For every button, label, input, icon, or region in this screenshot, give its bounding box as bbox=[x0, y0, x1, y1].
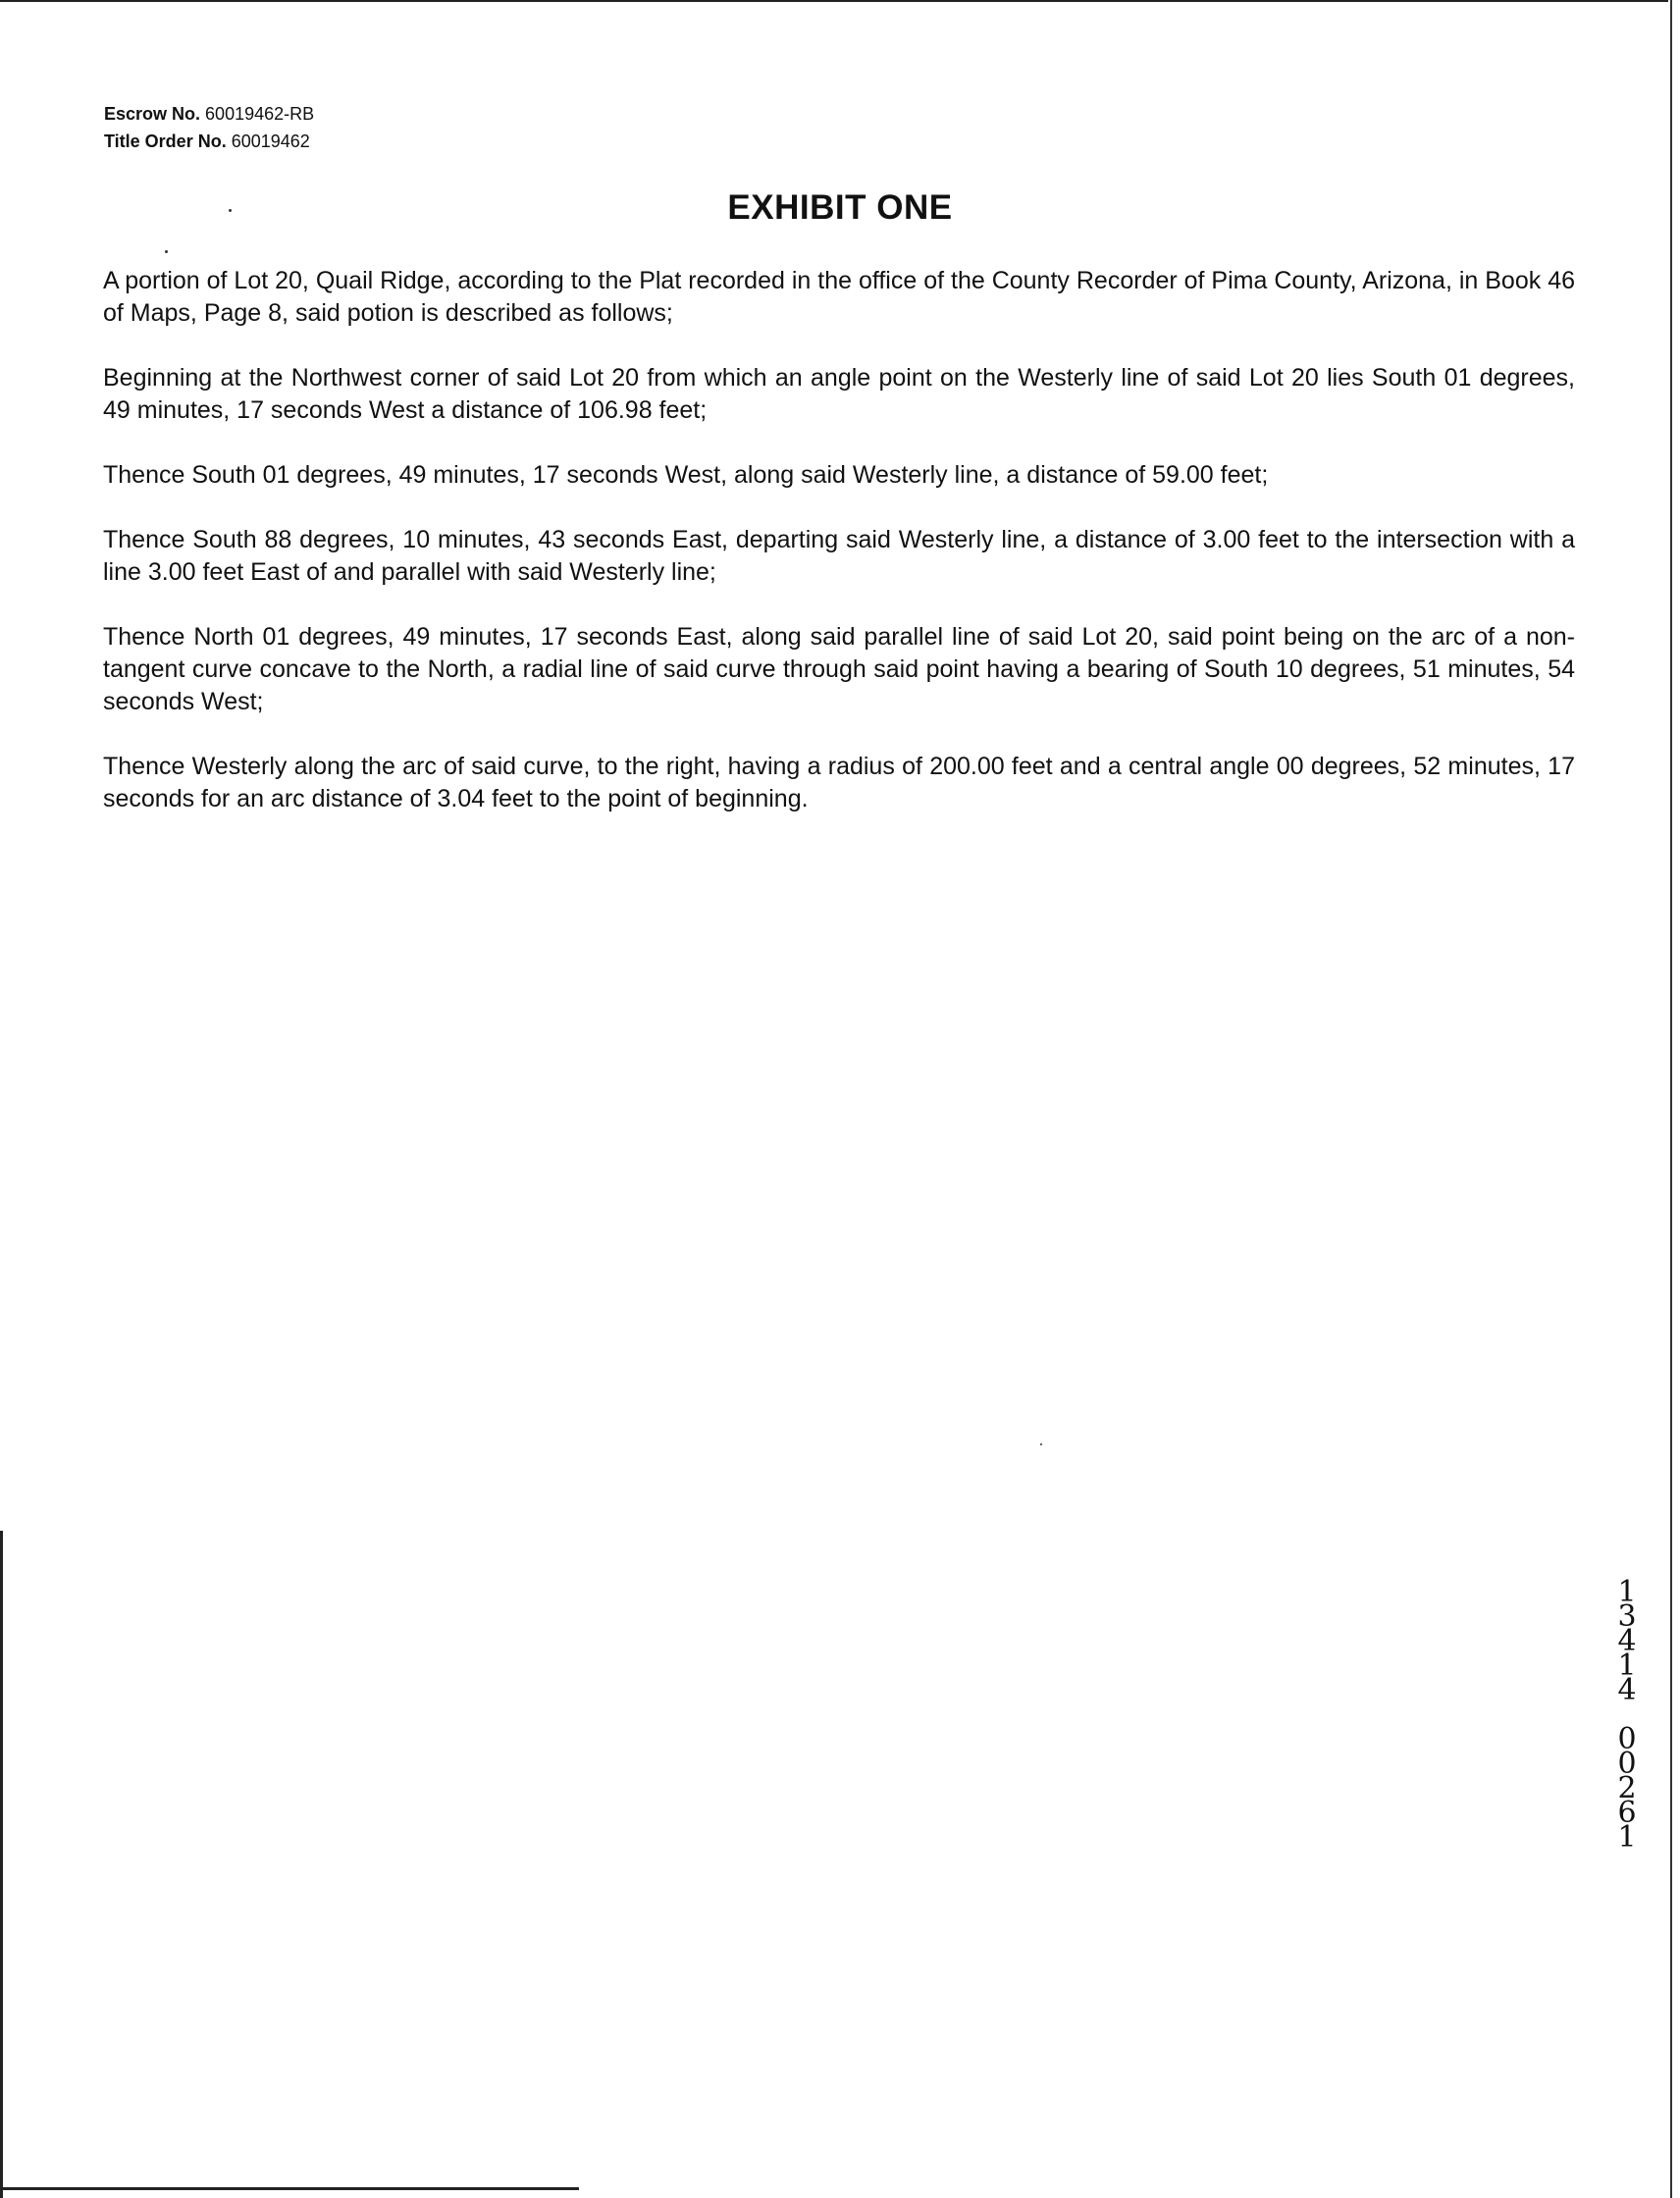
page-border-bottom bbox=[0, 2187, 579, 2190]
title-order-label: Title Order No. bbox=[104, 131, 227, 151]
scan-speck bbox=[165, 250, 168, 253]
stamp-digit: 0 bbox=[1617, 1722, 1637, 1756]
paragraph: Thence Westerly along the arc of said curve, to the right, having a radius of 200.00 feet and a central angle 00 degrees, 52 minutes, 17 seconds for an arc distance of 3.04 feet to the point of beginning. bbox=[103, 753, 1575, 812]
stamp-digit: 4 bbox=[1617, 1624, 1637, 1658]
paragraph: Thence South 01 degrees, 49 minutes, 17 seconds West, along said Westerly line, a distance of 59.00 feet; bbox=[103, 461, 1269, 489]
escrow-value: 60019462-RB bbox=[205, 104, 315, 124]
stamp-digit: 1 bbox=[1617, 1648, 1637, 1683]
escrow-number-line bbox=[104, 100, 314, 128]
paragraph: Thence North 01 degrees, 49 minutes, 17 seconds East, along said parallel line of said Lot 20, said point being on the arc of a non-tangent curve concave to the North, a radial line of said curve through said point having a bearing of South 10 degrees, 51 minutes, 54 seconds West; bbox=[103, 623, 1575, 715]
page-border-top bbox=[0, 0, 1668, 2]
title-order-value: 60019462 bbox=[231, 131, 310, 151]
document-header bbox=[104, 100, 314, 155]
escrow-label: Escrow No. bbox=[104, 104, 201, 124]
stamp-digit: 3 bbox=[1617, 1599, 1637, 1634]
legal-description bbox=[103, 265, 1575, 848]
stamp-digit: 0 bbox=[1617, 1747, 1637, 1781]
stamp-digit: 1 bbox=[1617, 1820, 1637, 1855]
stamp-digit: 6 bbox=[1617, 1796, 1637, 1830]
page-border-right bbox=[1670, 0, 1672, 2198]
paragraph: A portion of Lot 20, Quail Ridge, according to the Plat recorded in the office of the County Recorder of Pima County, Arizona, in Book 46 of Maps, Page 8, said potion is described as follows; bbox=[103, 267, 1575, 327]
recording-stamp bbox=[1611, 1575, 1643, 1855]
title-order-line bbox=[104, 128, 314, 155]
paragraph: Thence South 88 degrees, 10 minutes, 43 seconds East, departing said Westerly line, a distance of 3.00 feet to the intersection with a line 3.00 feet East of and parallel with said Westerly line; bbox=[103, 526, 1575, 586]
stamp-digit: 2 bbox=[1617, 1771, 1637, 1806]
stamp-digit: 1 bbox=[1617, 1575, 1637, 1609]
page-border-left bbox=[0, 1531, 3, 2198]
scan-speck bbox=[1040, 1443, 1042, 1445]
page-title: EXHIBIT ONE bbox=[727, 188, 953, 227]
paragraph: Beginning at the Northwest corner of said Lot 20 from which an angle point on the Westerly line of said Lot 20 lies South 01 degrees, 49 minutes, 17 seconds West a distance of 106.98 feet; bbox=[103, 364, 1575, 424]
scan-speck bbox=[229, 209, 232, 212]
stamp-digit: 4 bbox=[1617, 1673, 1637, 1707]
